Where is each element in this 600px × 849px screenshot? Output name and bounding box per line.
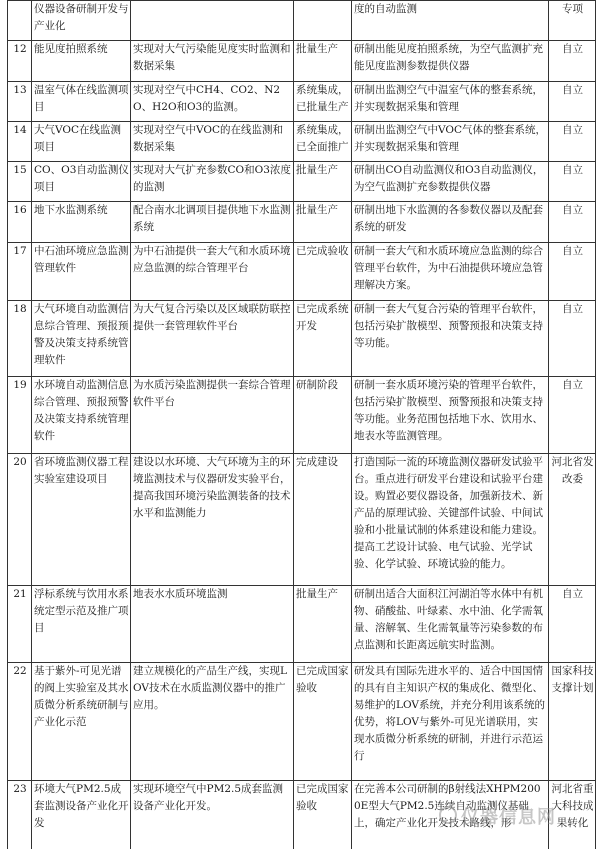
cell-name: 大气VOC在线监测项目 xyxy=(32,122,131,162)
cell-goal: 实现对空气中VOC的在线监测和数据采集 xyxy=(131,122,294,162)
cell-name: 中石油环境应急监测管理软件 xyxy=(32,243,131,301)
cell-content: 研发具有国际先进水平的、适合中国国情的具有自主知识产权的集成化、微型化、易维护的LOV系统，并充分利用该系统的优势，将LOV与紫外-可见光谱联用，实现水质微分析系统的研制，并进行示范运行 xyxy=(352,663,549,781)
cell-name: CO、O3自动监测仪项目 xyxy=(32,162,131,202)
cell-goal: 实现对大气扩充参数CO和O3浓度的监测 xyxy=(131,162,294,202)
table-row xyxy=(8,377,596,454)
cell-goal: 建设以水环境、大气环境为主的环境监测技术与仪器研发实验平台，提高我国环境污染监测装备的技术水平和监测能力 xyxy=(131,454,294,586)
cell-goal: 实现环境空气中PM2.5成套监测设备产业化开发。 xyxy=(131,781,294,849)
cell-source: 自立 xyxy=(549,82,596,122)
cell-source: 自立 xyxy=(549,122,596,162)
cell-no: 19 xyxy=(8,377,32,454)
table-row xyxy=(8,122,596,162)
cell-content: 研制出监测空气中VOC气体的整套系统，并实现数据采集和管理 xyxy=(352,122,549,162)
table-row xyxy=(8,243,596,301)
cell-no: 22 xyxy=(8,663,32,781)
cell-source: 自立 xyxy=(549,162,596,202)
cell-status: 系统集成，已全面推广 xyxy=(294,122,352,162)
cell-source: 自立 xyxy=(549,243,596,301)
cell-status: 已完成国家验收 xyxy=(294,663,352,781)
cell-status: 批量生产 xyxy=(294,41,352,82)
cell-name: 大气环境自动监测信息综合管理、预报预警及决策支持系统管理软件 xyxy=(32,301,131,377)
table-row xyxy=(8,454,596,586)
cell-goal: 实现对空气中CH4、CO2、N2O、H2O和O3的监测。 xyxy=(131,82,294,122)
cell-no: 18 xyxy=(8,301,32,377)
cell-status: 研制阶段 xyxy=(294,377,352,454)
watermark-text: 仪器信息网 xyxy=(461,807,556,828)
table-row xyxy=(8,663,596,781)
cell-status: 批量生产 xyxy=(294,202,352,243)
cell-content: 研制出监测空气中温室气体的整套系统，并实现数据采集和管理 xyxy=(352,82,549,122)
cell-name: 仪器设备研制开发与产业化 xyxy=(32,1,131,41)
table-row xyxy=(8,586,596,663)
cell-source: 专项 xyxy=(549,1,596,41)
table-row xyxy=(8,162,596,202)
cell-name: 能见度拍照系统 xyxy=(32,41,131,82)
cell-no: 12 xyxy=(8,41,32,82)
cell-name: 地下水监测系统 xyxy=(32,202,131,243)
cell-goal: 为水质污染监测提供一套综合管理软件平台 xyxy=(131,377,294,454)
cell-content: 度的自动监测 xyxy=(352,1,549,41)
cell-no: 21 xyxy=(8,586,32,663)
cell-status xyxy=(294,1,352,41)
cell-goal: 配合南水北调项目提供地下水监测系统 xyxy=(131,202,294,243)
cell-status: 批量生产 xyxy=(294,162,352,202)
cell-name: 浮标系统与饮用水系统定型示范及推广项目 xyxy=(32,586,131,663)
cell-content: 研制出适合大面积江河湖泊等水体中有机物、硝酸盐、叶绿素、水中油、化学需氧量、溶解氧、生化需氧量等污染参数的布点监测和长距离远航实时监测。 xyxy=(352,586,549,663)
cell-no: 13 xyxy=(8,82,32,122)
cell-goal: 地表水水质环境监测 xyxy=(131,586,294,663)
cell-source: 自立 xyxy=(549,41,596,82)
cell-content: 研制出能见度拍照系统，为空气监测扩充能见度监测参数提供仪器 xyxy=(352,41,549,82)
cell-status: 系统集成，已批量生产 xyxy=(294,82,352,122)
cell-no: 16 xyxy=(8,202,32,243)
cell-no: 14 xyxy=(8,122,32,162)
cell-status: 已完成验收 xyxy=(294,243,352,301)
cell-name: 环境大气PM2.5成套监测设备产业化开发 xyxy=(32,781,131,849)
table-row xyxy=(8,82,596,122)
table-row xyxy=(8,202,596,243)
cell-goal: 为中石油提供一套大气和水质环境应急监测的综合管理平台 xyxy=(131,243,294,301)
cell-goal: 实现对大气污染能见度实时监测和数据采集 xyxy=(131,41,294,82)
cell-goal xyxy=(131,1,294,41)
cell-content: 研制出CO自动监测仪和O3自动监测仪，为空气监测扩充参数提供仪器 xyxy=(352,162,549,202)
cell-source: 自立 xyxy=(549,586,596,663)
cell-content: 打造国际一流的环境监测仪器研发试验平台。重点进行研发平台建设和试验平台建设。购置必要仪器设备，加强新技术、新产品的原理试验、关键部件试验、中间试验和小批量试制的体系建设和能力建设。提高工艺设计试验、电气试验、光学试验、化学试验、环境试验的能力。 xyxy=(352,454,549,586)
cell-source: 河北省重大科技成果转化 xyxy=(549,781,596,849)
cell-source: 自立 xyxy=(549,202,596,243)
cell-status: 批量生产 xyxy=(294,586,352,663)
cell-content: 研制一套大气和水质环境应急监测的综合管理平台软件，为中石油提供环境应急管理解决方案。 xyxy=(352,243,549,301)
cell-content: 研制出地下水监测的各参数仪器以及配套系统的研发 xyxy=(352,202,549,243)
cell-no: 23 xyxy=(8,781,32,849)
cell-no: 20 xyxy=(8,454,32,586)
table-row xyxy=(8,1,596,41)
cell-source: 自立 xyxy=(549,301,596,377)
cell-status: 完成建设 xyxy=(294,454,352,586)
cell-status: 已完成系统开发 xyxy=(294,301,352,377)
cell-goal: 为大气复合污染以及区域联防联控提供一套管理软件平台 xyxy=(131,301,294,377)
cell-source: 自立 xyxy=(549,377,596,454)
cell-content: 研制一套水质环境污染的管理平台软件，包括污染扩散模型、预警预报和决策支持等功能。业务范围包括地下水、饮用水、地表水等监测管理。 xyxy=(352,377,549,454)
cell-goal: 建立规模化的产品生产线，实现LOV技术在水质监测仪器中的推广应用。 xyxy=(131,663,294,781)
cell-no xyxy=(8,1,32,41)
table-body xyxy=(8,1,596,849)
table-row xyxy=(8,41,596,82)
cell-content: 在完善本公司研制的β射线法XHPM2000E型大气PM2.5连续自动监测仪基础上，确定产业化开发技术路线，形 xyxy=(352,781,549,849)
table-row xyxy=(8,301,596,377)
cell-name: 省环境监测仪器工程实验室建设项目 xyxy=(32,454,131,586)
cell-source: 国家科技支撑计划 xyxy=(549,663,596,781)
cell-status: 已完成国家验收 xyxy=(294,781,352,849)
cell-content: 研制一套大气复合污染的管理平台软件，包括污染扩散模型、预警预报和决策支持等功能。 xyxy=(352,301,549,377)
watermark-logo-icon xyxy=(439,806,457,824)
cell-source: 河北省发改委 xyxy=(549,454,596,586)
watermark xyxy=(439,803,556,829)
cell-name: 基于紫外-可见光谱的阀上实验室及其水质微分析系统研制与产业化示范 xyxy=(32,663,131,781)
cell-name: 水环境自动监测信息综合管理、预报预警及决策支持系统管理软件 xyxy=(32,377,131,454)
cell-name: 温室气体在线监测项目 xyxy=(32,82,131,122)
cell-no: 17 xyxy=(8,243,32,301)
cell-no: 15 xyxy=(8,162,32,202)
project-table xyxy=(7,0,596,849)
